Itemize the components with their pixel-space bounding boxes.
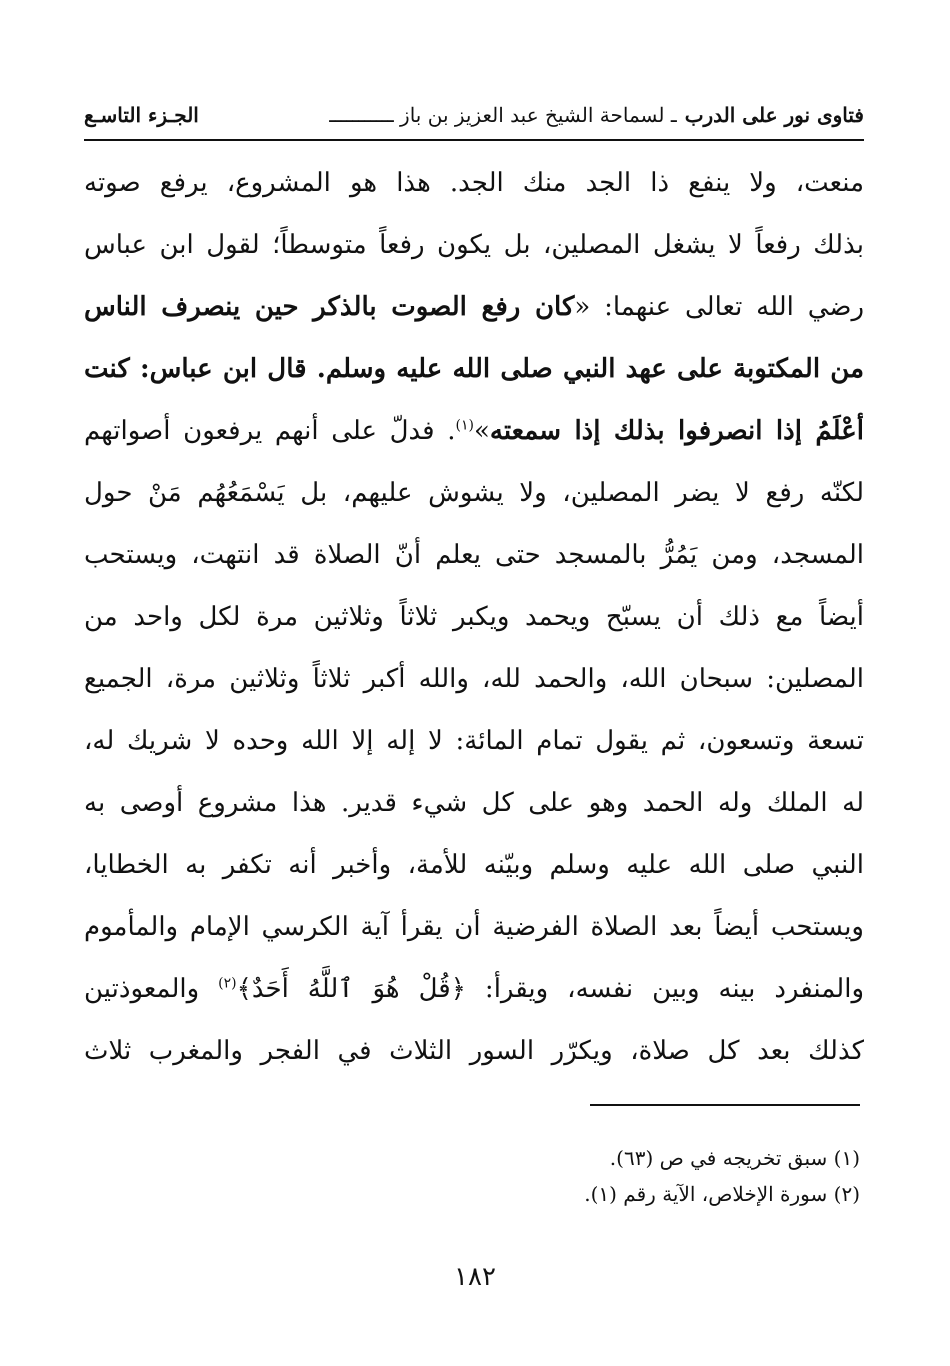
text-line: تسعة وتسعون، ثم يقول تمام المائة: لا إله إلا الله وحده لا شريك له، [84, 726, 864, 756]
text-line: النبي صلى الله عليه وسلم وبيّنه للأمة، وأخبر أنه تكفر به الخطايا، [84, 850, 864, 880]
hadith-quote: من المكتوبة على عهد النبي صلى الله عليه وسلم. [316, 354, 864, 384]
running-header [84, 95, 864, 141]
volume-label: الجـزء التاسـع [84, 103, 199, 127]
text-line [84, 338, 864, 400]
text-run: . فدلّ على أنهم يرفعون أصواتهم [84, 416, 456, 446]
hadith-quote: أعْلَمُ إذا انصرفوا بذلك إذا سمعته [489, 416, 864, 446]
text-line: أيضاً مع ذلك أن يسبّح ويحمد ويكبر ثلاثاً وثلاثين مرة لكل واحد من [84, 602, 864, 632]
text-line: لكنّه رفع لا يضر المصلين، ولا يشوش عليهم، بل يَسْمَعُهُم مَنْ حول [84, 478, 864, 508]
text-line: ويستحب أيضاً بعد الصلاة الفرضية أن يقرأ آية الكرسي الإمام والمأموم [84, 912, 864, 942]
footnote-ref-2: (٢) [218, 975, 237, 992]
footnote-ref-1: (١) [455, 417, 474, 434]
text-run: والمنفرد بينه وبين نفسه، ويقرأ: ﴿قُلْ هُوَ ٱللَّهُ أَحَدٌ﴾ [236, 974, 864, 1004]
header-title-group [329, 103, 864, 127]
text-run: » [473, 416, 490, 446]
main-text [84, 152, 864, 1082]
text-line: المسجد، ومن يَمُرُّ بالمسجد حتى يعلم أنّ الصلاة قد انتهت، ويستحب [84, 540, 864, 570]
footnote-separator [590, 1104, 860, 1106]
text-line: منعت، ولا ينفع ذا الجد منك الجد. هذا هو المشروع، يرفع صوته [84, 168, 864, 198]
text-line [84, 276, 864, 338]
text-run: رضي الله تعالى عنهما: « [574, 292, 864, 322]
footnote-1: (١) سبق تخريجه في ص (٦٣). [609, 1146, 860, 1170]
footnotes [84, 1140, 860, 1212]
text-run: والمعوذتين [84, 974, 219, 1004]
book-title: فتاوى نور على الدرب [684, 103, 864, 127]
hadith-quote: قال ابن عباس: كنت [84, 354, 317, 384]
text-line [84, 958, 864, 1020]
text-line: كذلك بعد كل صلاة، ويكرّر السور الثلاث في الفجر والمغرب ثلاث [84, 1036, 864, 1066]
author-name: ـ لسماحة الشيخ عبد العزيز بن باز ـــــــــــ [329, 103, 677, 127]
text-line: المصلين: سبحان الله، والحمد لله، والله أكبر ثلاثاً وثلاثين مرة، الجميع [84, 664, 864, 694]
text-line: له الملك وله الحمد وهو على كل شيء قدير. هذا مشروع أوصى به [84, 788, 864, 818]
footnote-2: (٢) سورة الإخلاص، الآية رقم (١). [584, 1182, 860, 1206]
text-line [84, 400, 864, 462]
hadith-quote: كان رفع الصوت بالذكر حين ينصرف الناس [84, 292, 575, 322]
page-number: ١٨٢ [454, 1262, 496, 1292]
text-line: بذلك رفعاً لا يشغل المصلين، بل يكون رفعاً متوسطاً؛ لقول ابن عباس [84, 230, 864, 260]
